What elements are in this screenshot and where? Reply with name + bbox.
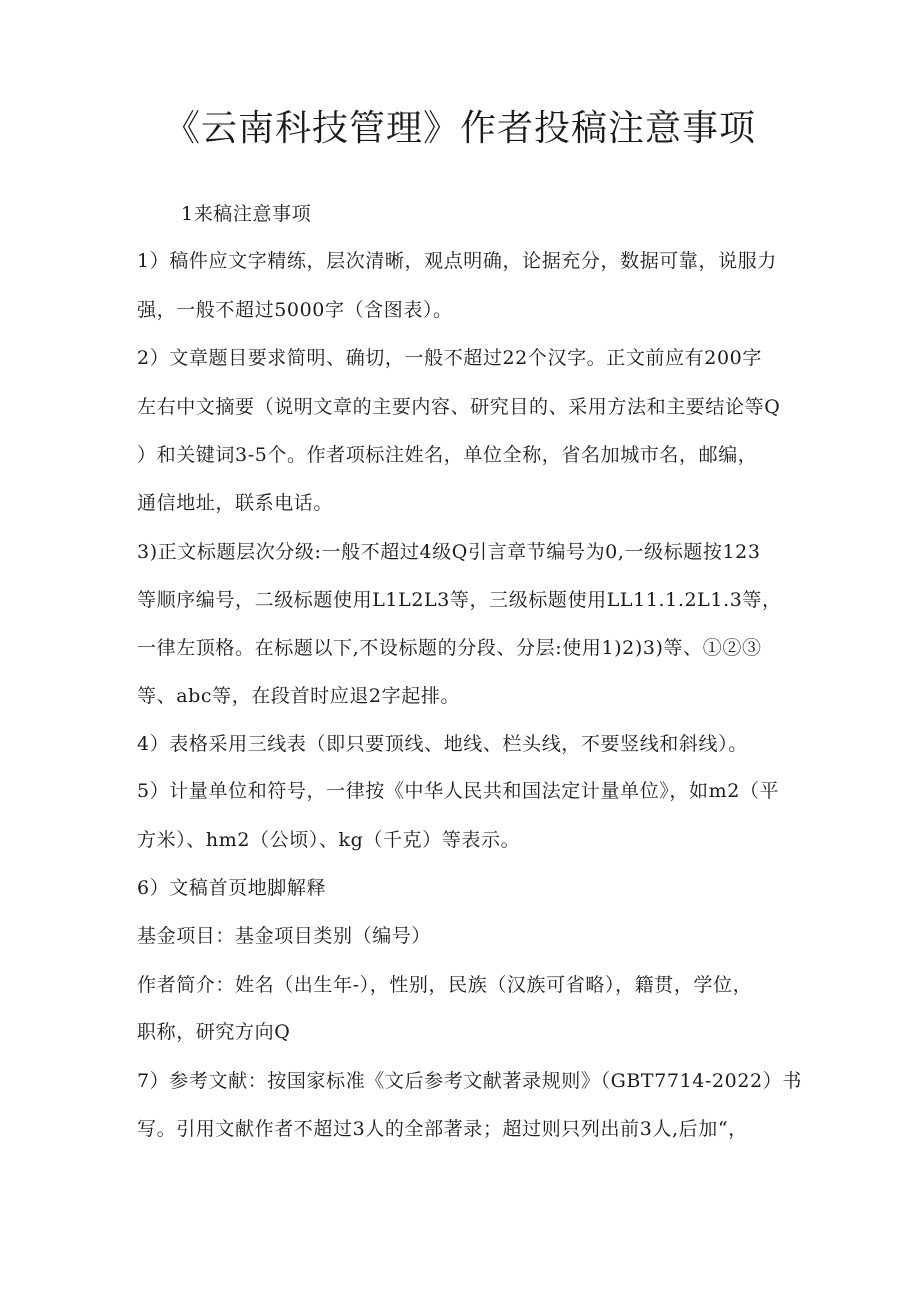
body-line: 4）表格采用三线表（即只要顶线、地线、栏头线，不要竖线和斜线）。 (137, 733, 748, 755)
body-line: 1）稿件应文字精练，层次清晰，观点明确，论据充分，数据可靠，说服力 (137, 250, 777, 272)
body-line: 一律左顶格。在标题以下,不设标题的分段、分层:使用1)2)3)等、①②③ (137, 637, 762, 659)
body-line: 5）计量单位和符号，一律按《中华人民共和国法定计量单位》，如m2（平 (137, 780, 780, 802)
document-title: 《云南科技管理》作者投稿注意事项 (163, 108, 756, 149)
body-line: 写。引用文献作者不超过3人的全部著录；超过则只列出前3人,后加“， (137, 1118, 748, 1140)
body-line: 等顺序编号，二级标题使用L1L2L3等，三级标题使用LL11.1.2L1.3等， (137, 589, 782, 611)
body-line: 3)正文标题层次分级:一般不超过4级Q引言章节编号为0,一级标题按123 (137, 541, 761, 563)
body-line: 基金项目：基金项目类别（编号） (137, 925, 432, 947)
body-line: ）和关键词3-5个。作者项标注姓名，单位全称，省名加城市名，邮编， (137, 444, 758, 466)
body-line: 左右中文摘要（说明文章的主要内容、研究目的、采用方法和主要结论等Q (137, 396, 781, 418)
body-line: 作者简介：姓名（出生年-），性别，民族（汉族可省略），籍贯，学位， (137, 974, 753, 996)
body-line: 强，一般不超过5000字（含图表）。 (137, 299, 453, 321)
body-line: 等、abc等，在段首时应退2字起排。 (137, 685, 461, 707)
body-line: 6）文稿首页地脚解释 (137, 877, 327, 899)
body-line: 2）文章题目要求简明、确切，一般不超过22个汉字。正文前应有200字 (137, 347, 762, 369)
body-line: 通信地址，联系电话。 (137, 492, 334, 514)
body-line: 职称，研究方向Q (137, 1021, 291, 1043)
body-line: 7）参考文献：按国家标准《文后参考文献著录规则》（GBT7714-2022）书 (137, 1070, 802, 1092)
body-line: 方米）、hm2（公顷）、kg（千克）等表示。 (137, 829, 521, 851)
section-heading: 1来稿注意事项 (181, 203, 312, 225)
